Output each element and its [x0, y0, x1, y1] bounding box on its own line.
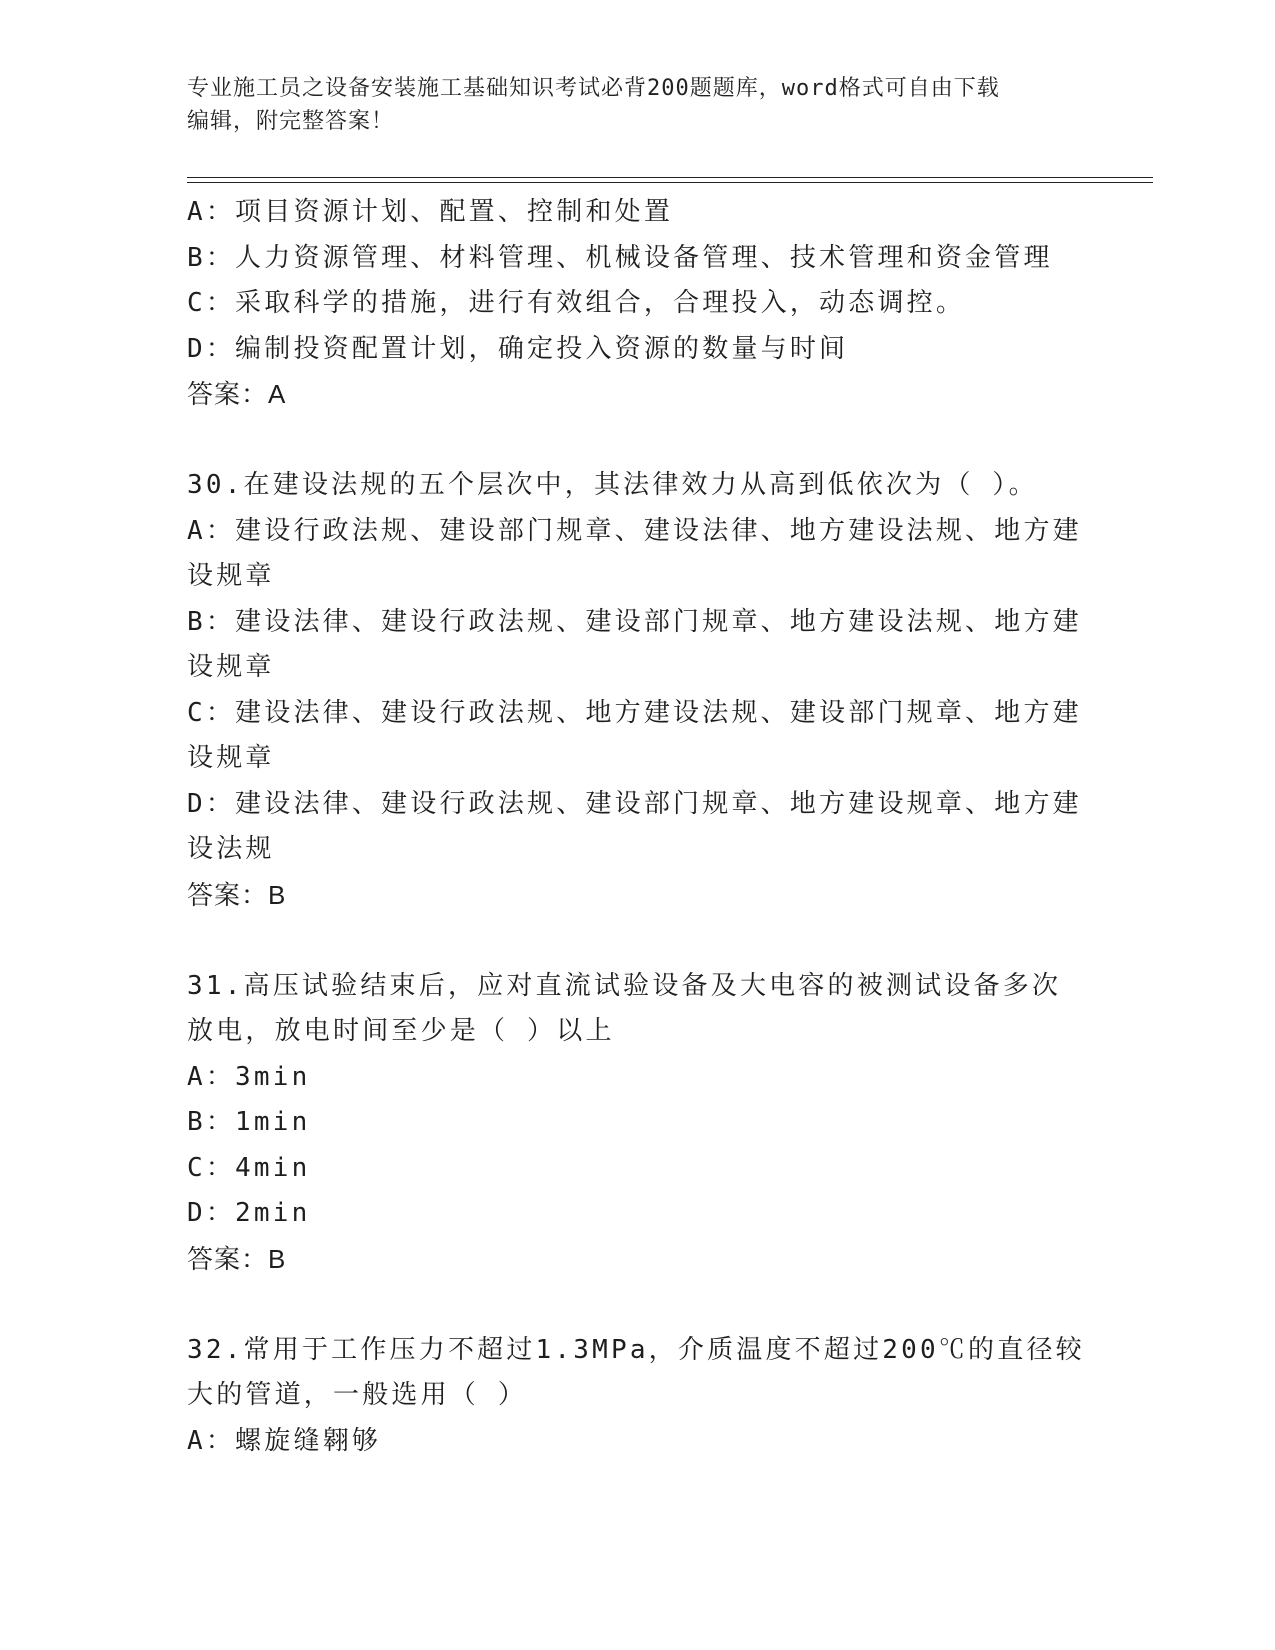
answer-line: 答案：A	[187, 379, 287, 409]
option-d: D：建设法律、建设行政法规、建设部门规章、地方建设规章、地方建设法规	[187, 788, 1082, 864]
question-block-32	[187, 1328, 1087, 1465]
question-text: 32.常用于工作压力不超过1.3MPa，介质温度不超过200℃的直径较大的管道，一般选用（ ）	[187, 1334, 1085, 1410]
option-a: A：建设行政法规、建设部门规章、建设法律、地方建设法规、地方建设规章	[187, 515, 1082, 591]
question-text: 30.在建设法规的五个层次中，其法律效力从高到低依次为（ ）。	[187, 470, 1038, 500]
option-d: D：编制投资配置计划，确定投入资源的数量与时间	[187, 333, 849, 364]
option-c: C：采取科学的措施，进行有效组合，合理投入，动态调控。	[187, 288, 966, 318]
header-title-line-2: 编辑，附完整答案！	[187, 109, 395, 134]
question-block-29	[187, 190, 1087, 418]
header-divider-bottom	[187, 182, 1153, 183]
option-b: B：人力资源管理、材料管理、机械设备管理、技术管理和资金管理	[187, 242, 1053, 273]
spacer	[187, 1282, 1087, 1328]
question-text: 31.高压试验结束后，应对直流试验设备及大电容的被测试设备多次放电，放电时间至少是（ ）以上	[187, 970, 1062, 1046]
option-b: B：1min	[187, 1107, 311, 1137]
option-c: C：4min	[187, 1152, 311, 1183]
question-block-31	[187, 964, 1087, 1283]
option-a: A：3min	[187, 1061, 311, 1092]
option-d: D：2min	[187, 1198, 311, 1228]
option-c: C：建设法律、建设行政法规、地方建设法规、建设部门规章、地方建设规章	[187, 697, 1082, 773]
header-title-line-1: 专业施工员之设备安装施工基础知识考试必背200题题库，word格式可自由下载	[187, 76, 1000, 101]
answer-line: 答案：B	[187, 879, 287, 910]
spacer	[187, 418, 1087, 464]
option-a: A：项目资源计划、配置、控制和处置	[187, 197, 674, 227]
answer-line: 答案：B	[187, 1243, 287, 1274]
question-block-30	[187, 463, 1087, 918]
option-a: A：螺旋缝翱够	[187, 1425, 382, 1456]
question-list	[187, 190, 1087, 1464]
option-b: B：建设法律、建设行政法规、建设部门规章、地方建设法规、地方建设规章	[187, 606, 1082, 682]
document-header	[187, 72, 1067, 138]
spacer	[187, 918, 1087, 964]
header-divider-top	[187, 177, 1153, 178]
